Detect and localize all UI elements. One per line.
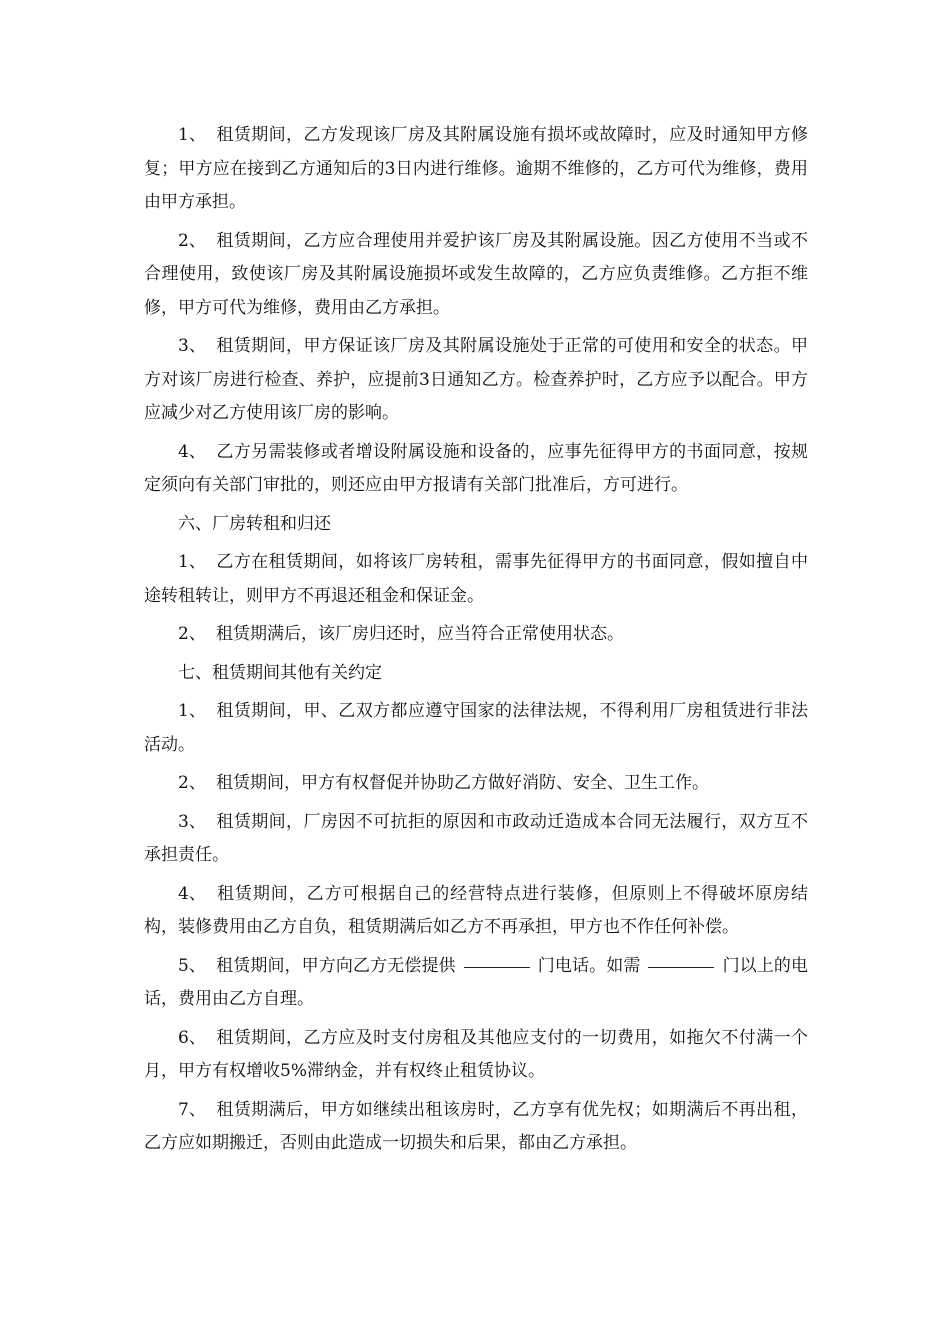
clause-5-1 <box>144 119 808 220</box>
clause-number: 6、 <box>178 1027 206 1048</box>
clause-number: 1、 <box>178 125 206 145</box>
clause-text: 租赁期间，乙方应合理使用并爱护该厂房及其附属设施。因乙方使用不当或不合理使用，致使该厂房及其附属设施损坏或发生故障的，乙方应负责维修。乙方拒不维修，甲方可代为维修，费用由乙方承担。 <box>144 230 808 318</box>
clause-5-3 <box>144 330 808 431</box>
clause-text: 租赁期间，乙方发现该厂房及其附属设施有损坏或故障时，应及时通知甲方修复；甲方应在接到乙方通知后的3日内进行维修。逾期不维修的，乙方可代为维修，费用由甲方承担。 <box>144 125 808 212</box>
clause-text: 租赁期满后，该厂房归还时，应当符合正常使用状态。 <box>216 624 624 644</box>
clause-7-7 <box>144 1094 808 1161</box>
clause-text: 租赁期间，乙方可根据自己的经营特点进行装修，但原则上不得破坏原房结构，装修费用由乙方自负，租赁期满后如乙方不再承担，甲方也不作任何补偿。 <box>144 883 808 937</box>
clause-text: 租赁期间，甲方有权督促并协助乙方做好消防、安全、卫生工作。 <box>216 773 709 793</box>
clause-number: 7、 <box>178 1099 206 1120</box>
clause-number: 2、 <box>178 624 206 644</box>
section-heading-6: 六、厂房转租和归还 <box>178 513 331 534</box>
clause-text-a: 租赁期间，甲方向乙方无偿提供 <box>216 955 456 976</box>
clause-7-2 <box>144 767 808 801</box>
clause-number: 2、 <box>178 773 206 793</box>
section-heading-7: 七、租赁期间其他有关约定 <box>178 662 382 683</box>
clause-7-4 <box>144 878 808 945</box>
clause-number: 5、 <box>178 955 206 976</box>
blank-line <box>464 966 530 968</box>
clause-7-1 <box>144 695 808 762</box>
clause-number: 2、 <box>178 230 206 251</box>
clause-text: 租赁期间，厂房因不可抗拒的原因和市政动迁造成本合同无法履行，双方互不承担责任。 <box>144 811 808 865</box>
clause-number: 1、 <box>178 701 206 721</box>
blank-line <box>648 966 714 968</box>
clause-text: 租赁期间，乙方应及时支付房租及其他应支付的一切费用，如拖欠不付满一个月，甲方有权增收5%滞纳金，并有权终止租赁协议。 <box>144 1027 808 1081</box>
clause-text: 租赁期间，甲、乙双方都应遵守国家的法律法规，不得利用厂房租赁进行非法活动。 <box>144 701 808 755</box>
clause-text-c: 门以上的电话，费用由乙方自理。 <box>144 955 809 1009</box>
clause-7-3 <box>144 806 808 873</box>
clause-number: 1、 <box>178 552 206 572</box>
clause-5-4 <box>144 436 808 503</box>
clause-text: 租赁期满后，甲方如继续出租该房时，乙方享有优先权；如期满后不再出租，乙方应如期搬迁，否则由此造成一切损失和后果，都由乙方承担。 <box>144 1099 808 1153</box>
clause-7-6 <box>144 1022 808 1089</box>
clause-5-2 <box>144 225 808 326</box>
clause-number: 3、 <box>178 811 206 832</box>
clause-text: 乙方在租赁期间，如将该厂房转租，需事先征得甲方的书面同意，假如擅自中途转租转让，则甲方不再退还租金和保证金。 <box>144 552 808 606</box>
clause-number: 4、 <box>178 441 206 462</box>
clause-7-5 <box>144 950 808 1017</box>
clause-6-2 <box>144 618 808 652</box>
document-page <box>144 119 808 1166</box>
clause-text: 租赁期间，甲方保证该厂房及其附属设施处于正常的可使用和安全的状态。甲方对该厂房进行检查、养护，应提前3日通知乙方。检查养护时，乙方应予以配合。甲方应减少对乙方使用该厂房的影响。 <box>144 336 808 423</box>
clause-number: 3、 <box>178 336 206 356</box>
clause-text: 乙方另需装修或者增设附属设施和设备的，应事先征得甲方的书面同意，按规定须向有关部门审批的，则还应由甲方报请有关部门批准后，方可进行。 <box>144 441 808 495</box>
clause-6-1 <box>144 546 808 613</box>
clause-number: 4、 <box>178 883 206 904</box>
clause-text-b: 门电话。如需 <box>537 955 641 976</box>
